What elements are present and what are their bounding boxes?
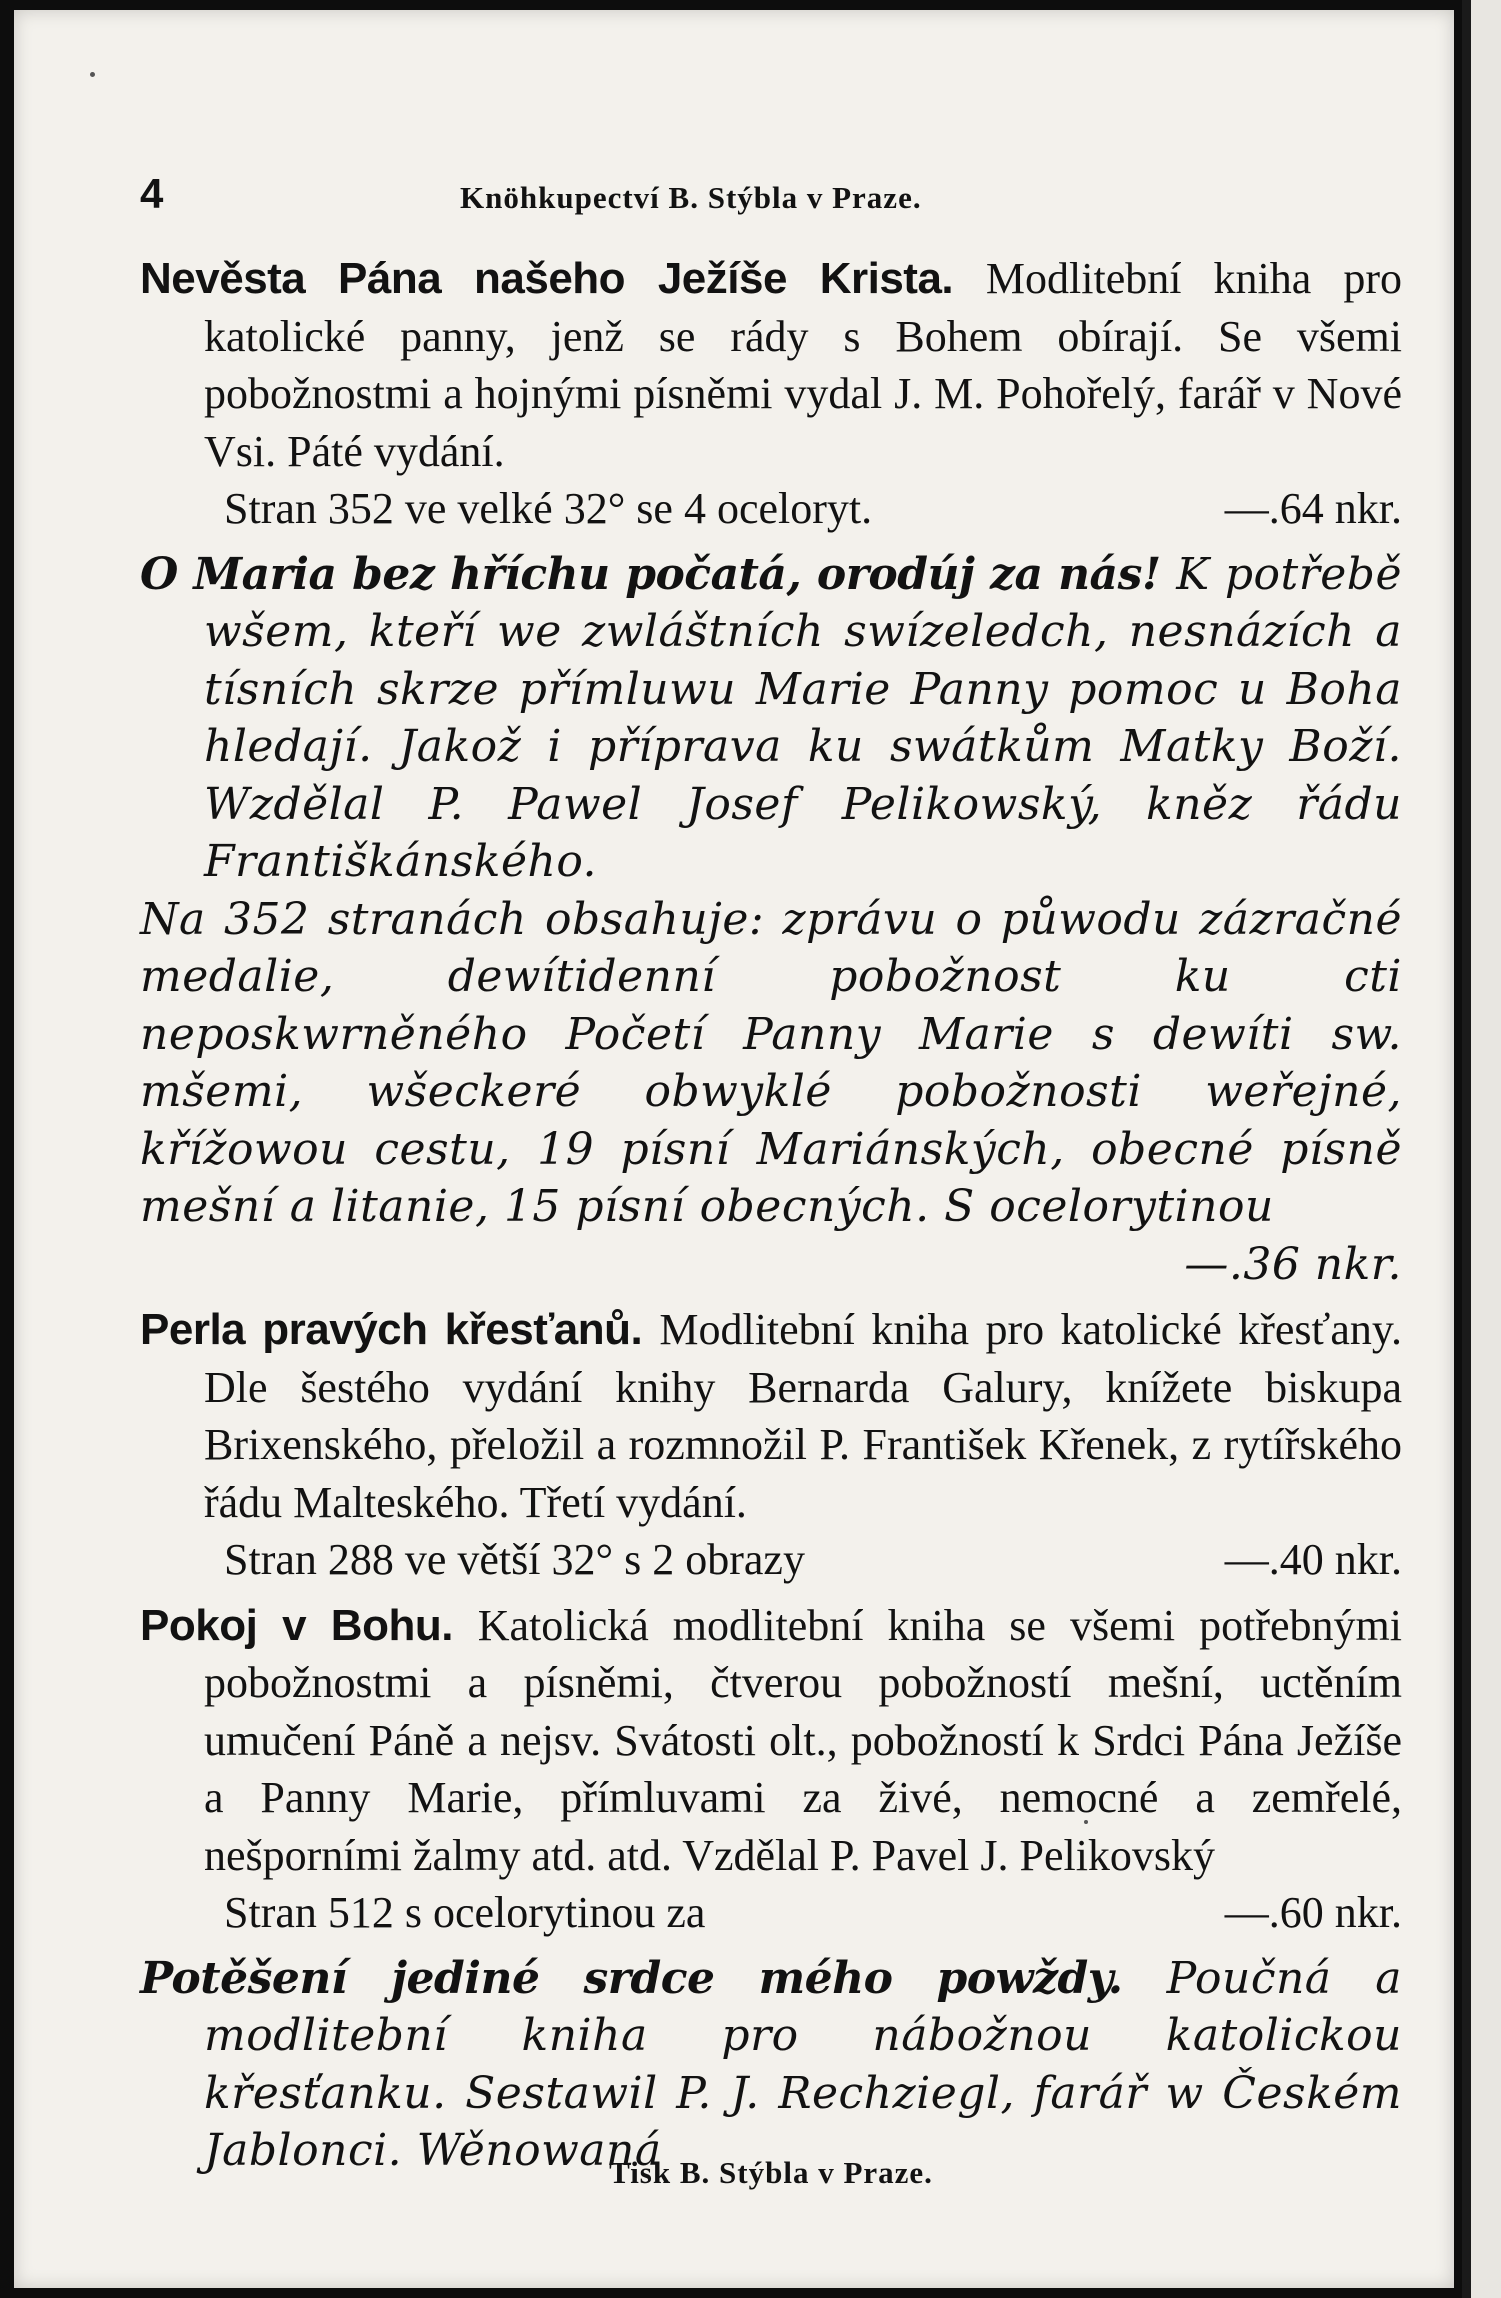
catalog-entry — [140, 1301, 1402, 1589]
catalog-entry — [140, 1950, 1402, 2180]
entry-price: —.36 nkr. — [1184, 1238, 1402, 1290]
entry-description: K potřebě wšem, kteří we zwláštních swízeledch, nesnázích a tísních skrze přímluwu Marie Panny pomoc u Boha hledají. Jakož i přípravа ku swátkům Matky Boží. Wzdělal P. Pawel Josef Pelikowský, kněz řádu Františkánského. — [204, 548, 1402, 887]
page-footer: Tisk B. Stýbla v Praze. — [609, 2155, 933, 2190]
entry-title: Nevěsta Pána našeho Ježíše Krista. — [140, 254, 986, 303]
running-head: Knöhkupectví B. Stýbla v Praze. — [460, 180, 922, 215]
catalog-entry — [140, 1597, 1402, 1942]
entry-format: Stran 288 ve větší 32° s 2 obrazy — [224, 1535, 805, 1584]
entry-description: Modlitební kniha pro katolické křesťany. Dle šestého vydání knihy Bernarda Galury, knížete biskupa Brixenského, přeložil a rozmnožil P. František Křenek, z rytířského řádu Malteského. Třetí vydání. — [204, 1305, 1402, 1527]
entry-description: Poučná a modlitební kniha pro nábožnou katolickou křesťanku. Sestawil P. J. Rechziegl, farář w Českém Jablonci. Wěnowaná — [204, 1952, 1402, 2176]
entry-format: Stran 512 s ocelorytinou za — [224, 1888, 706, 1937]
catalog-entry — [140, 250, 1402, 538]
page-content — [140, 170, 1402, 2190]
entry-title: O Maria bez hříchu počatá, orodúj za nás! — [140, 548, 1177, 600]
entry-price: —.40 nkr. — [1224, 1535, 1402, 1584]
entry-price: —.64 nkr. — [1224, 484, 1402, 533]
page-number: 4 — [140, 170, 164, 217]
entry-price: —.60 nkr. — [1224, 1888, 1402, 1937]
entry-description: Katolická modlitební kniha se všemi potřebnými pobožnostmi a písněmi, čtverou pobožností mešní, uctěním umučení Páně a nejsv. Svátosti olt., pobožností k Srdci Pána Ježíše a Panny Marie, přímluvami za živé, nemocné a zemřelé, nešporními žalmy atd. atd. Vzdělal P. Pavel J. Pelikovský — [204, 1600, 1402, 1880]
entry-title: Pokoj v Bohu. — [140, 1600, 478, 1650]
entry-title: Perla pravých křesťanů. — [140, 1305, 660, 1354]
entry-description: Modlitební kniha pro katolické panny, jenž se rády s Bohem obírají. Se všemi pobožnostmi a hojnými písněmi vydal J. M. Pohořelý, farář v Nové Vsi. Páté vydání. — [204, 254, 1402, 476]
paper-speck — [90, 72, 95, 77]
scan-edge-rule — [1462, 0, 1471, 2298]
entry-title: Potěšení jediné srdce mého powždy. — [140, 1952, 1167, 2004]
entry-format: Stran 352 ve velké 32° se 4 oceloryt. — [224, 484, 873, 533]
entry-contents: Na 352 stranách obsahuje: zprávu o půwodu zázračné medalie, dewítidenní pobožnost ku cti neposkwrněného Početí Panny Marie s dewíti sw. mšemi, wšeckeré obwyklé pobožnosti weřejné, křížowou cestu, 19 písní Mariánských, obecné písně mešní a litanie, 15 písní obecných. S ocelorytinou — [140, 893, 1402, 1232]
catalog-entry — [140, 546, 1402, 1294]
page-header — [140, 170, 1402, 242]
scan-edge — [1471, 0, 1501, 2298]
